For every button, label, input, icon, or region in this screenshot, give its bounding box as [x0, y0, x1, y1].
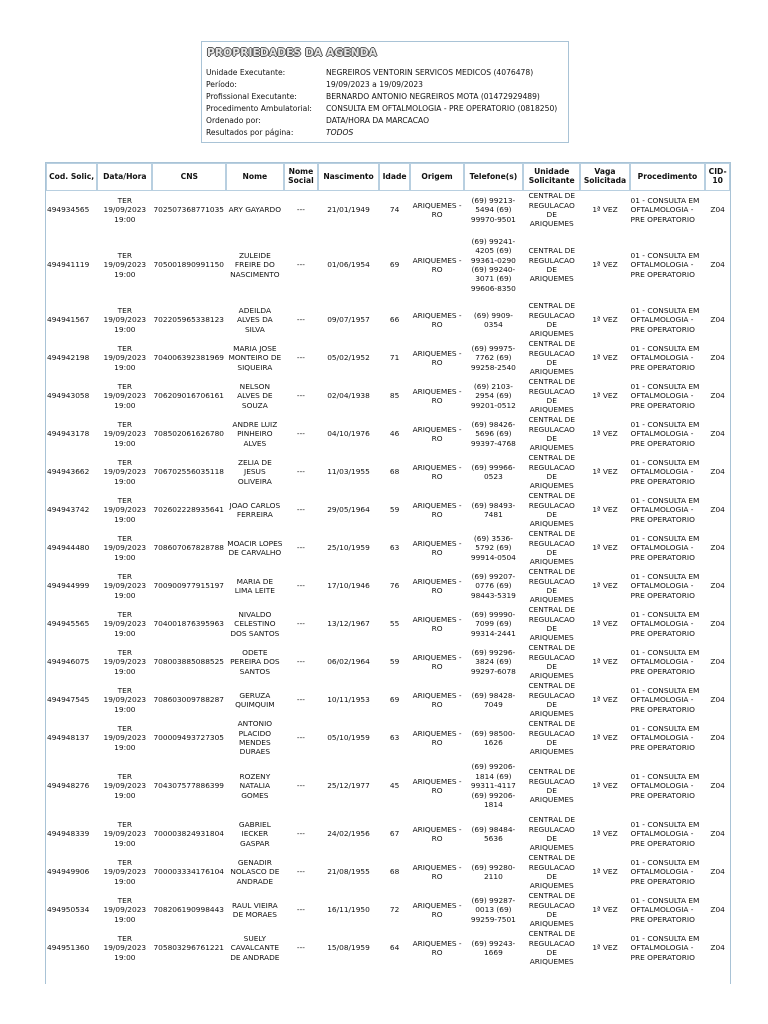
cell-nome-social: --- — [296, 543, 305, 553]
cell-nascimento: 25/10/1959 — [327, 543, 370, 553]
cell-cns: 704001876395963 — [153, 619, 225, 629]
cell-procedimento: 01 - CONSULTA EM OFTALMOLOGIA - PRE OPERATORIO — [630, 457, 700, 486]
cell-idade: 67 — [389, 829, 400, 839]
cell-nascimento: 13/12/1967 — [327, 619, 370, 629]
schedule-table-container — [45, 162, 731, 984]
cell-cns: 706209016706161 — [153, 391, 225, 401]
table-row — [46, 415, 730, 453]
cell-procedimento: 01 - CONSULTA EM OFTALMOLOGIA - PRE OPERATORIO — [630, 250, 700, 279]
col-header-procedimento: Procedimento — [630, 163, 706, 191]
cell-procedimento: 01 - CONSULTA EM OFTALMOLOGIA - PRE OPERATORIO — [630, 857, 700, 886]
cell-telefones: (69) 98426-5696 (69) 99397-4768 — [470, 419, 516, 448]
cell-vaga: 1ª VEZ — [592, 205, 618, 215]
cell-cod: 494941567 — [47, 315, 90, 325]
cell-cns: 705001890991150 — [153, 260, 225, 270]
cell-cns: 708502061626780 — [153, 429, 225, 439]
table-row — [46, 605, 730, 643]
cell-vaga: 1ª VEZ — [592, 429, 618, 439]
cell-procedimento: 01 - CONSULTA EM OFTALMOLOGIA - PRE OPERATORIO — [630, 305, 700, 334]
cell-vaga: 1ª VEZ — [592, 829, 618, 839]
prop-label-profissional: Profissional Executante: — [206, 92, 297, 101]
cell-origem: ARIQUEMES - RO — [412, 424, 462, 443]
cell-data-hora: TER 19/09/2023 19:00 — [103, 571, 147, 600]
table-row — [46, 853, 730, 891]
cell-telefones: (69) 98428-7049 — [471, 690, 516, 709]
cell-origem: ARIQUEMES - RO — [412, 900, 462, 919]
cell-procedimento: 01 - CONSULTA EM OFTALMOLOGIA - PRE OPERATORIO — [630, 647, 700, 676]
cell-unidade-solicitante: CENTRAL DE REGULACAO DE ARIQUEMES — [528, 246, 576, 284]
cell-cns: 708003885088525 — [153, 657, 225, 667]
prop-value-resultados: TODOS — [326, 128, 354, 137]
cell-cid: Z04 — [710, 781, 725, 791]
col-header-vaga: Vaga Solicitada — [580, 163, 629, 191]
cell-procedimento: 01 - CONSULTA EM OFTALMOLOGIA - PRE OPERATORIO — [630, 771, 700, 800]
cell-origem: ARIQUEMES - RO — [412, 776, 462, 795]
table-row — [46, 891, 730, 929]
cell-telefones: (69) 99207-0776 (69) 98443-5319 — [470, 571, 516, 600]
cell-nome: SUELY CAVALCANTE DE ANDRADE — [230, 933, 280, 962]
cell-origem: ARIQUEMES - RO — [412, 200, 462, 219]
cell-cod: 494947545 — [47, 695, 90, 705]
cell-nascimento: 25/12/1977 — [327, 781, 370, 791]
cell-cod: 494934565 — [47, 205, 90, 215]
cell-cod: 494943662 — [47, 467, 90, 477]
cell-data-hora: TER 19/09/2023 19:00 — [103, 195, 147, 224]
cell-origem: ARIQUEMES - RO — [412, 576, 462, 595]
cell-procedimento: 01 - CONSULTA EM OFTALMOLOGIA - PRE OPERATORIO — [630, 819, 700, 848]
cell-procedimento: 01 - CONSULTA EM OFTALMOLOGIA - PRE OPERATORIO — [630, 609, 700, 638]
cell-vaga: 1ª VEZ — [592, 657, 618, 667]
cell-nascimento: 29/05/1964 — [327, 505, 370, 515]
cell-vaga: 1ª VEZ — [592, 867, 618, 877]
cell-origem: ARIQUEMES - RO — [412, 310, 462, 329]
cell-data-hora: TER 19/09/2023 19:00 — [103, 819, 147, 848]
cell-cns: 708206190998443 — [153, 905, 225, 915]
cell-nascimento: 16/11/1950 — [327, 905, 370, 915]
cell-unidade-solicitante: CENTRAL DE REGULACAO DE ARIQUEMES — [528, 815, 576, 853]
prop-label-periodo: Período: — [206, 80, 237, 89]
prop-value-periodo: 19/09/2023 a 19/09/2023 — [326, 80, 424, 89]
cell-cid: Z04 — [710, 619, 725, 629]
cell-nome: ZULEIDE FREIRE DO NASCIMENTO — [230, 250, 280, 279]
cell-origem: ARIQUEMES - RO — [412, 652, 462, 671]
cell-origem: ARIQUEMES - RO — [412, 255, 462, 274]
cell-nome-social: --- — [296, 905, 305, 915]
cell-procedimento: 01 - CONSULTA EM OFTALMOLOGIA - PRE OPERATORIO — [630, 195, 700, 224]
cell-telefones: (69) 99966-0523 — [471, 462, 516, 481]
cell-cid: Z04 — [710, 260, 725, 270]
table-row — [46, 529, 730, 567]
cell-cid: Z04 — [710, 429, 725, 439]
cell-cid: Z04 — [710, 695, 725, 705]
cell-vaga: 1ª VEZ — [592, 260, 618, 270]
cell-idade: 68 — [389, 467, 400, 477]
cell-nome-social: --- — [296, 695, 305, 705]
col-header-data-hora: Data/Hora — [97, 163, 152, 191]
cell-idade: 72 — [389, 905, 400, 915]
table-row — [46, 453, 730, 491]
col-header-unidade: Unidade Solicitante — [523, 163, 580, 191]
cell-nome: GERUZA QUIMQUIM — [235, 690, 275, 709]
table-row — [46, 191, 730, 229]
cell-vaga: 1ª VEZ — [592, 905, 618, 915]
cell-unidade-solicitante: CENTRAL DE REGULACAO DE ARIQUEMES — [528, 643, 576, 681]
cell-unidade-solicitante: CENTRAL DE REGULACAO DE ARIQUEMES — [528, 891, 576, 929]
col-header-telefones: Telefone(s) — [464, 163, 523, 191]
cell-nome: ANDRE LUIZ PINHEIRO ALVES — [232, 419, 278, 448]
cell-origem: ARIQUEMES - RO — [412, 614, 462, 633]
cell-cns: 700003334176104 — [153, 867, 225, 877]
cell-nome-social: --- — [296, 867, 305, 877]
cell-unidade-solicitante: CENTRAL DE REGULACAO DE ARIQUEMES — [528, 767, 576, 805]
cell-vaga: 1ª VEZ — [592, 543, 618, 553]
cell-cod: 494944999 — [47, 581, 90, 591]
cell-cod: 494944480 — [47, 543, 90, 553]
cell-nascimento: 02/04/1938 — [327, 391, 370, 401]
cell-idade: 63 — [389, 543, 400, 553]
col-header-nome-social: Nome Social — [284, 163, 319, 191]
cell-procedimento: 01 - CONSULTA EM OFTALMOLOGIA - PRE OPERATORIO — [630, 723, 700, 752]
cell-nome: MARIA JOSE MONTEIRO DE SIQUEIRA — [228, 343, 282, 372]
cell-nome-social: --- — [296, 733, 305, 743]
cell-idade: 45 — [389, 781, 400, 791]
cell-nome-social: --- — [296, 315, 305, 325]
cell-procedimento: 01 - CONSULTA EM OFTALMOLOGIA - PRE OPERATORIO — [630, 895, 700, 924]
cell-nome-social: --- — [296, 353, 305, 363]
cell-unidade-solicitante: CENTRAL DE REGULACAO DE ARIQUEMES — [528, 453, 576, 491]
cell-cid: Z04 — [710, 943, 725, 953]
prop-value-ordenado: DATA/HORA DA MARCACAO — [326, 116, 430, 125]
cell-data-hora: TER 19/09/2023 19:00 — [103, 771, 147, 800]
cell-cod: 494943178 — [47, 429, 90, 439]
prop-label-ordenado: Ordenado por: — [206, 116, 261, 125]
properties-title: PROPRIEDADES DA AGENDA — [207, 47, 377, 59]
cell-idade: 76 — [389, 581, 400, 591]
cell-unidade-solicitante: CENTRAL DE REGULACAO DE ARIQUEMES — [528, 377, 576, 415]
cell-nascimento: 21/08/1955 — [327, 867, 370, 877]
cell-vaga: 1ª VEZ — [592, 315, 618, 325]
schedule-table — [46, 163, 730, 967]
cell-nascimento: 05/10/1959 — [327, 733, 370, 743]
cell-procedimento: 01 - CONSULTA EM OFTALMOLOGIA - PRE OPERATORIO — [630, 495, 700, 524]
cell-cid: Z04 — [710, 315, 725, 325]
cell-origem: ARIQUEMES - RO — [412, 500, 462, 519]
cell-origem: ARIQUEMES - RO — [412, 348, 462, 367]
cell-nome: ODETE PEREIRA DOS SANTOS — [230, 647, 280, 676]
cell-telefones: (69) 98500-1626 — [471, 728, 516, 747]
cell-unidade-solicitante: CENTRAL DE REGULACAO DE ARIQUEMES — [528, 339, 576, 377]
cell-nascimento: 11/03/1955 — [327, 467, 370, 477]
table-row — [46, 377, 730, 415]
cell-procedimento: 01 - CONSULTA EM OFTALMOLOGIA - PRE OPERATORIO — [630, 419, 700, 448]
cell-unidade-solicitante: CENTRAL DE REGULACAO DE ARIQUEMES — [528, 605, 576, 643]
cell-origem: ARIQUEMES - RO — [412, 538, 462, 557]
cell-telefones: (69) 98493-7481 — [471, 500, 516, 519]
cell-cns: 706702556035118 — [153, 467, 225, 477]
agenda-properties-panel — [201, 41, 569, 143]
cell-idade: 63 — [389, 733, 400, 743]
cell-origem: ARIQUEMES - RO — [412, 824, 462, 843]
cell-vaga: 1ª VEZ — [592, 781, 618, 791]
col-header-origem: Origem — [410, 163, 463, 191]
cell-origem: ARIQUEMES - RO — [412, 938, 462, 957]
cell-nome-social: --- — [296, 391, 305, 401]
cell-nome: GENADIR NOLASCO DE ANDRADE — [230, 857, 280, 886]
prop-value-unidade: NEGREIROS VENTORIN SERVICOS MEDICOS (4076478) — [326, 68, 534, 77]
cell-cns: 700009493727305 — [153, 733, 225, 743]
cell-nome: ADEILDA ALVES DA SILVA — [236, 305, 273, 334]
cell-cid: Z04 — [710, 657, 725, 667]
cell-nome-social: --- — [296, 429, 305, 439]
table-row — [46, 567, 730, 605]
cell-data-hora: TER 19/09/2023 19:00 — [103, 250, 147, 279]
cell-unidade-solicitante: CENTRAL DE REGULACAO DE ARIQUEMES — [528, 491, 576, 529]
cell-unidade-solicitante: CENTRAL DE REGULACAO DE ARIQUEMES — [528, 191, 576, 229]
cell-nome: ANTONIO PLACIDO MENDES DURAES — [237, 719, 273, 757]
cell-cns: 704307577886399 — [153, 781, 225, 791]
cell-cod: 494951360 — [47, 943, 90, 953]
cell-procedimento: 01 - CONSULTA EM OFTALMOLOGIA - PRE OPERATORIO — [630, 343, 700, 372]
cell-nome: GABRIEL IECKER GASPAR — [238, 819, 271, 848]
cell-vaga: 1ª VEZ — [592, 695, 618, 705]
cell-nascimento: 05/02/1952 — [327, 353, 370, 363]
cell-data-hora: TER 19/09/2023 19:00 — [103, 685, 147, 714]
cell-nome-social: --- — [296, 205, 305, 215]
cell-cod: 494941119 — [47, 260, 90, 270]
cell-data-hora: TER 19/09/2023 19:00 — [103, 381, 147, 410]
cell-cod: 494948339 — [47, 829, 90, 839]
cell-idade: 85 — [389, 391, 400, 401]
cell-cns: 702602228935641 — [153, 505, 225, 515]
cell-unidade-solicitante: CENTRAL DE REGULACAO DE ARIQUEMES — [528, 529, 576, 567]
table-row — [46, 719, 730, 757]
cell-nascimento: 17/10/1946 — [327, 581, 370, 591]
cell-data-hora: TER 19/09/2023 19:00 — [103, 723, 147, 752]
cell-unidade-solicitante: CENTRAL DE REGULACAO DE ARIQUEMES — [528, 301, 576, 339]
cell-telefones: (69) 9909-0354 — [473, 310, 513, 329]
cell-nome-social: --- — [296, 619, 305, 629]
cell-nascimento: 09/07/1957 — [327, 315, 370, 325]
cell-cid: Z04 — [710, 467, 725, 477]
cell-telefones: (69) 99280-2110 — [471, 862, 516, 881]
cell-unidade-solicitante: CENTRAL DE REGULACAO DE ARIQUEMES — [528, 719, 576, 757]
cell-idade: 69 — [389, 695, 400, 705]
col-header-nascimento: Nascimento — [318, 163, 378, 191]
cell-procedimento: 01 - CONSULTA EM OFTALMOLOGIA - PRE OPERATORIO — [630, 571, 700, 600]
cell-telefones: (69) 99206-1814 (69) 99311-4117 (69) 99206-1814 — [470, 762, 516, 810]
cell-nome: MARIA DE LIMA LEITE — [234, 576, 275, 595]
cell-unidade-solicitante: CENTRAL DE REGULACAO DE ARIQUEMES — [528, 681, 576, 719]
cell-origem: ARIQUEMES - RO — [412, 728, 462, 747]
cell-nascimento: 04/10/1976 — [327, 429, 370, 439]
cell-vaga: 1ª VEZ — [592, 733, 618, 743]
cell-telefones: (69) 3536-5792 (69) 99914-0504 — [470, 533, 516, 562]
table-header-row — [46, 163, 730, 191]
cell-cid: Z04 — [710, 829, 725, 839]
cell-cod: 494950534 — [47, 905, 90, 915]
cell-cns: 700003824931804 — [153, 829, 225, 839]
cell-idade: 59 — [389, 505, 400, 515]
cell-idade: 66 — [389, 315, 400, 325]
prop-value-procedimento: CONSULTA EM OFTALMOLOGIA - PRE OPERATORIO (0818250) — [326, 104, 558, 113]
cell-telefones: (69) 99296-3824 (69) 99297-6078 — [470, 647, 516, 676]
cell-origem: ARIQUEMES - RO — [412, 862, 462, 881]
cell-cns: 708607067828788 — [153, 543, 225, 553]
cell-telefones: (69) 2103-2954 (69) 99201-0512 — [470, 381, 516, 410]
table-row — [46, 757, 730, 815]
cell-telefones: (69) 98484-5636 — [471, 824, 516, 843]
table-row — [46, 815, 730, 853]
table-row — [46, 643, 730, 681]
cell-vaga: 1ª VEZ — [592, 943, 618, 953]
cell-cid: Z04 — [710, 733, 725, 743]
cell-nome-social: --- — [296, 943, 305, 953]
cell-procedimento: 01 - CONSULTA EM OFTALMOLOGIA - PRE OPERATORIO — [630, 533, 700, 562]
cell-vaga: 1ª VEZ — [592, 353, 618, 363]
cell-nome-social: --- — [296, 260, 305, 270]
cell-cns: 702507368771035 — [153, 205, 225, 215]
prop-label-resultados: Resultados por página: — [206, 128, 294, 137]
cell-cns: 702205965338123 — [153, 315, 225, 325]
cell-cid: Z04 — [710, 391, 725, 401]
cell-cod: 494942198 — [47, 353, 90, 363]
cell-data-hora: TER 19/09/2023 19:00 — [103, 933, 147, 962]
table-row — [46, 491, 730, 529]
cell-unidade-solicitante: CENTRAL DE REGULACAO DE ARIQUEMES — [528, 929, 576, 967]
table-row — [46, 229, 730, 301]
cell-data-hora: TER 19/09/2023 19:00 — [103, 419, 147, 448]
cell-nome: JOAO CARLOS FERREIRA — [229, 500, 281, 519]
cell-telefones: (69) 99287-0013 (69) 99259-7501 — [470, 895, 516, 924]
cell-nome: RAUL VIEIRA DE MORAES — [231, 900, 278, 919]
table-row — [46, 681, 730, 719]
cell-cod: 494948276 — [47, 781, 90, 791]
cell-nascimento: 15/08/1959 — [327, 943, 370, 953]
cell-nascimento: 01/06/1954 — [327, 260, 370, 270]
cell-cid: Z04 — [710, 867, 725, 877]
table-body — [46, 191, 730, 967]
cell-idade: 55 — [389, 619, 400, 629]
cell-data-hora: TER 19/09/2023 19:00 — [103, 647, 147, 676]
cell-nome-social: --- — [296, 781, 305, 791]
cell-cod: 494943058 — [47, 391, 90, 401]
table-row — [46, 339, 730, 377]
cell-vaga: 1ª VEZ — [592, 581, 618, 591]
cell-idade: 46 — [389, 429, 400, 439]
cell-cod: 494943742 — [47, 505, 90, 515]
cell-cid: Z04 — [710, 905, 725, 915]
cell-nome: ARY GAYARDO — [228, 205, 282, 215]
cell-origem: ARIQUEMES - RO — [412, 462, 462, 481]
cell-procedimento: 01 - CONSULTA EM OFTALMOLOGIA - PRE OPERATORIO — [630, 381, 700, 410]
cell-telefones: (69) 99243-1669 — [471, 938, 516, 957]
cell-origem: ARIQUEMES - RO — [412, 690, 462, 709]
cell-nome: ROZENY NATALIA GOMES — [239, 771, 271, 800]
table-row — [46, 929, 730, 967]
cell-nascimento: 06/02/1964 — [327, 657, 370, 667]
col-header-idade: Idade — [379, 163, 411, 191]
cell-data-hora: TER 19/09/2023 19:00 — [103, 533, 147, 562]
cell-idade: 59 — [389, 657, 400, 667]
cell-cns: 704006392381969 — [153, 353, 225, 363]
cell-nascimento: 21/01/1949 — [327, 205, 370, 215]
cell-cid: Z04 — [710, 581, 725, 591]
col-header-nome: Nome — [226, 163, 283, 191]
cell-cod: 494945565 — [47, 619, 90, 629]
col-header-cod: Cod. Solic, — [46, 163, 97, 191]
cell-data-hora: TER 19/09/2023 19:00 — [103, 495, 147, 524]
cell-nome-social: --- — [296, 581, 305, 591]
cell-unidade-solicitante: CENTRAL DE REGULACAO DE ARIQUEMES — [528, 415, 576, 453]
cell-unidade-solicitante: CENTRAL DE REGULACAO DE ARIQUEMES — [528, 853, 576, 891]
cell-cns: 708603009788287 — [153, 695, 225, 705]
cell-cns: 705803296761221 — [153, 943, 225, 953]
cell-cod: 494949906 — [47, 867, 90, 877]
cell-idade: 74 — [389, 205, 400, 215]
cell-unidade-solicitante: CENTRAL DE REGULACAO DE ARIQUEMES — [528, 567, 576, 605]
cell-vaga: 1ª VEZ — [592, 467, 618, 477]
cell-vaga: 1ª VEZ — [592, 619, 618, 629]
cell-vaga: 1ª VEZ — [592, 391, 618, 401]
cell-data-hora: TER 19/09/2023 19:00 — [103, 857, 147, 886]
cell-telefones: (69) 99975-7762 (69) 99258-2540 — [470, 343, 516, 372]
cell-data-hora: TER 19/09/2023 19:00 — [103, 609, 147, 638]
cell-vaga: 1ª VEZ — [592, 505, 618, 515]
cell-telefones: (69) 99213-5494 (69) 99970-9501 — [470, 195, 516, 224]
cell-cid: Z04 — [710, 353, 725, 363]
cell-nome: ZELIA DE JESUS OLIVEIRA — [237, 457, 272, 486]
cell-cid: Z04 — [710, 543, 725, 553]
cell-cid: Z04 — [710, 205, 725, 215]
cell-nome-social: --- — [296, 467, 305, 477]
prop-label-unidade: Unidade Executante: — [206, 68, 286, 77]
prop-value-profissional: BERNARDO ANTONIO NEGREIROS MOTA (01472929489) — [326, 92, 540, 101]
cell-nome-social: --- — [296, 505, 305, 515]
col-header-cns: CNS — [152, 163, 226, 191]
cell-data-hora: TER 19/09/2023 19:00 — [103, 457, 147, 486]
cell-data-hora: TER 19/09/2023 19:00 — [103, 343, 147, 372]
cell-data-hora: TER 19/09/2023 19:00 — [103, 305, 147, 334]
cell-procedimento: 01 - CONSULTA EM OFTALMOLOGIA - PRE OPERATORIO — [630, 685, 700, 714]
cell-nome: NELSON ALVES DE SOUZA — [237, 381, 273, 410]
cell-cod: 494948137 — [47, 733, 90, 743]
cell-idade: 68 — [389, 867, 400, 877]
cell-nome-social: --- — [296, 829, 305, 839]
cell-cid: Z04 — [710, 505, 725, 515]
col-header-cid: CID-10 — [705, 163, 730, 191]
cell-nascimento: 24/02/1956 — [327, 829, 370, 839]
cell-nome: NIVALDO CELESTINO DOS SANTOS — [230, 609, 280, 638]
cell-idade: 64 — [389, 943, 400, 953]
cell-idade: 71 — [389, 353, 400, 363]
cell-telefones: (69) 99990-7099 (69) 99314-2441 — [470, 609, 516, 638]
cell-nome: MOACIR LOPES DE CARVALHO — [227, 538, 283, 557]
cell-idade: 69 — [389, 260, 400, 270]
prop-label-procedimento: Procedimento Ambulatorial: — [206, 104, 312, 113]
cell-data-hora: TER 19/09/2023 19:00 — [103, 895, 147, 924]
cell-procedimento: 01 - CONSULTA EM OFTALMOLOGIA - PRE OPERATORIO — [630, 933, 700, 962]
cell-cns: 700900977915197 — [153, 581, 225, 591]
cell-nascimento: 10/11/1953 — [327, 695, 370, 705]
cell-telefones: (69) 99241-4205 (69) 99361-0290 (69) 99240-3071 (69) 99606-8350 — [470, 236, 516, 293]
cell-origem: ARIQUEMES - RO — [412, 386, 462, 405]
table-row — [46, 301, 730, 339]
cell-cod: 494946075 — [47, 657, 90, 667]
cell-nome-social: --- — [296, 657, 305, 667]
